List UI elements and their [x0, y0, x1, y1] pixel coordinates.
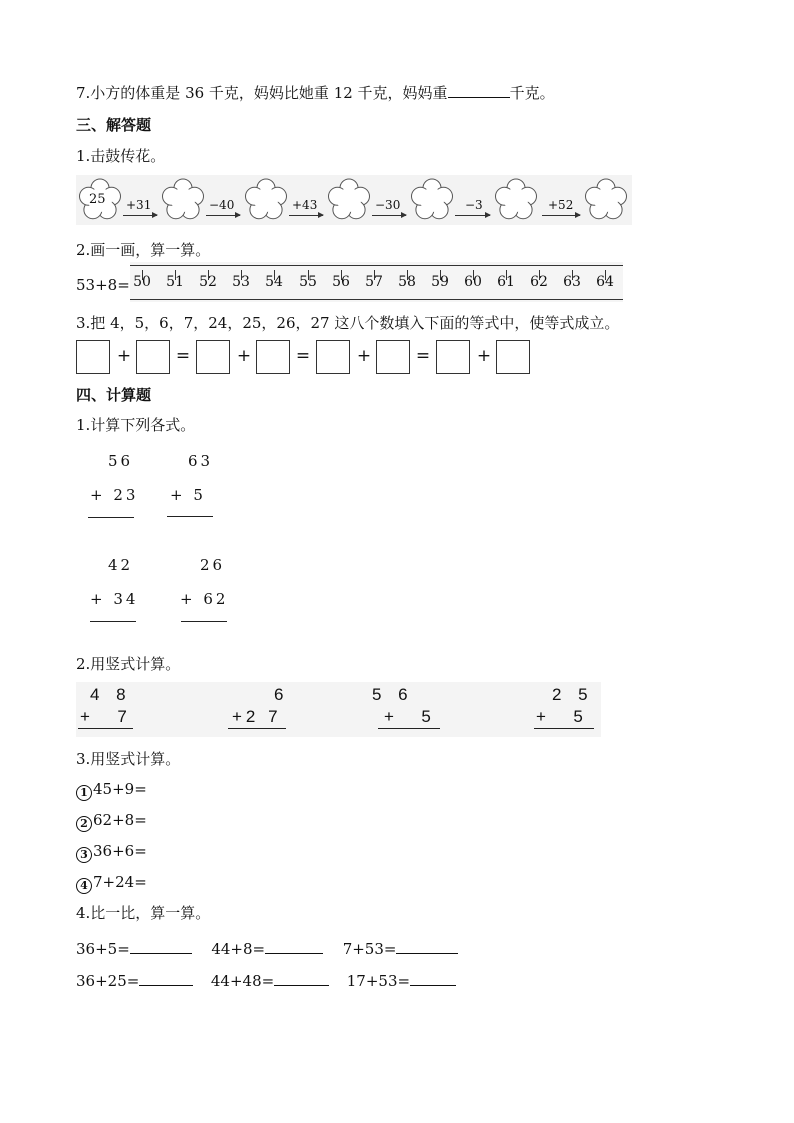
draw-expression: 53+8=: [76, 276, 130, 294]
number-line-label: 53: [232, 274, 250, 290]
arrow-icon: [289, 215, 323, 216]
operation-label: +52: [548, 198, 574, 212]
flower-icon[interactable]: [586, 179, 627, 219]
number-line-label: 64: [596, 274, 614, 290]
calc3-item: [76, 810, 147, 832]
operation-label: −3: [465, 198, 483, 212]
calc2-title: 2.用竖式计算。: [76, 655, 181, 673]
calc4-expression: 44+8=: [211, 940, 266, 958]
addend-top: 63: [188, 452, 214, 470]
calc4-expression: 17+53=: [346, 972, 411, 990]
answer-blank[interactable]: [130, 939, 192, 954]
number-line-bottom-rule: [130, 299, 623, 300]
sum-line: [534, 728, 594, 729]
addend-top: 56: [108, 452, 134, 470]
number-line-label: 50: [133, 274, 151, 290]
addend-top: 26: [200, 556, 226, 574]
calc4-expression: 7+53=: [342, 940, 397, 958]
flower-start-value: 25: [89, 192, 106, 207]
operation-label: +43: [292, 198, 318, 212]
equals-sign: =: [295, 346, 311, 366]
calc4-row: [76, 939, 458, 959]
addend-bottom: + 34: [90, 590, 139, 608]
answer-blank[interactable]: [410, 971, 456, 986]
calc4-expression: 44+48=: [210, 972, 275, 990]
item-number-badge: 4: [76, 878, 92, 894]
addend-bottom: +2 7: [232, 707, 282, 726]
calc3-item: [76, 841, 147, 863]
calc3-expression: 36+6=: [93, 842, 147, 860]
answer-box[interactable]: [76, 340, 110, 374]
arrow-icon: [542, 215, 580, 216]
addend-top: 4 8: [90, 685, 132, 704]
addend-bottom: + 23: [90, 486, 139, 504]
number-line-top-rule: [130, 265, 623, 266]
answer-box[interactable]: [196, 340, 230, 374]
plus-sign: +: [356, 346, 372, 366]
number-line-label: 63: [563, 274, 581, 290]
answer-box[interactable]: [436, 340, 470, 374]
sum-line: [181, 621, 227, 622]
flower-icon[interactable]: [496, 179, 537, 219]
flower-icon[interactable]: [329, 179, 370, 219]
answer-box[interactable]: [496, 340, 530, 374]
number-line-label: 59: [431, 274, 449, 290]
answer-box[interactable]: [316, 340, 350, 374]
operation-label: −40: [209, 198, 235, 212]
number-line-label: 60: [464, 274, 482, 290]
calc4-row: [76, 971, 456, 991]
plus-sign: +: [476, 346, 492, 366]
item-number-badge: 3: [76, 847, 92, 863]
addend-bottom: + 62: [180, 590, 229, 608]
number-line-label: 52: [199, 274, 217, 290]
calc3-expression: 62+8=: [93, 811, 147, 829]
addend-bottom: + 5: [170, 486, 206, 504]
calc4-expression: 36+25=: [76, 972, 140, 990]
item-number-badge: 1: [76, 785, 92, 801]
calc4-expression: 36+5=: [76, 940, 130, 958]
equals-sign: =: [175, 346, 191, 366]
addend-bottom: + 5: [536, 707, 589, 726]
arrow-icon: [206, 215, 240, 216]
question-7-text: 7.小方的体重是 36 千克，妈妈比她重 12 千克，妈妈重: [76, 84, 448, 102]
answer-box[interactable]: [136, 340, 170, 374]
addend-top: 2 5: [552, 685, 594, 704]
addend-top: 6: [274, 685, 284, 704]
question-7-unit: 千克。: [509, 84, 555, 102]
number-line-label: 57: [365, 274, 383, 290]
drum-title: 1.击鼓传花。: [76, 147, 166, 165]
answer-blank[interactable]: [396, 939, 458, 954]
arrow-icon: [123, 215, 157, 216]
number-line-label: 62: [530, 274, 548, 290]
section-4-heading: 四、计算题: [76, 386, 152, 404]
answer-blank[interactable]: [448, 83, 510, 98]
flower-icon[interactable]: [163, 179, 204, 219]
number-line-label: 54: [265, 274, 283, 290]
flower-icon[interactable]: [246, 179, 287, 219]
calc3-item: [76, 779, 147, 801]
section-3-heading: 三、解答题: [76, 116, 152, 134]
fill-title: 3.把 4，5，6，7，24，25，26，27 这八个数填入下面的等式中，使等式成立。: [76, 314, 620, 332]
plus-sign: +: [116, 346, 132, 366]
arrow-icon: [455, 215, 490, 216]
calc4-title: 4.比一比，算一算。: [76, 904, 211, 922]
calc3-expression: 45+9=: [93, 780, 147, 798]
answer-blank[interactable]: [265, 939, 323, 954]
draw-title: 2.画一画，算一算。: [76, 241, 211, 259]
number-line-label: 51: [166, 274, 184, 290]
answer-box[interactable]: [376, 340, 410, 374]
plus-sign: +: [236, 346, 252, 366]
number-line[interactable]: [130, 262, 623, 302]
operation-label: −30: [375, 198, 401, 212]
sum-line: [90, 621, 136, 622]
number-line-label: 56: [332, 274, 350, 290]
answer-blank[interactable]: [274, 971, 329, 986]
calc3-item: [76, 872, 147, 894]
calc3-expression: 7+24=: [93, 873, 147, 891]
vertical-calc-strip: [76, 682, 601, 737]
arrow-icon: [372, 215, 406, 216]
addend-top: 42: [108, 556, 134, 574]
calc3-title: 3.用竖式计算。: [76, 750, 181, 768]
sum-line: [228, 728, 286, 729]
operation-label: +31: [126, 198, 152, 212]
answer-box[interactable]: [256, 340, 290, 374]
flower-icon[interactable]: [412, 179, 453, 219]
answer-blank[interactable]: [139, 971, 193, 986]
calc1-title: 1.计算下列各式。: [76, 416, 196, 434]
drum-flower-strip: [76, 175, 632, 225]
number-line-label: 58: [398, 274, 416, 290]
number-line-label: 55: [299, 274, 317, 290]
addend-bottom: + 7: [80, 707, 133, 726]
addend-bottom: + 5: [384, 707, 437, 726]
sum-line: [167, 516, 213, 517]
number-line-label: 61: [497, 274, 515, 290]
sum-line: [78, 728, 133, 729]
addend-top: 5 6: [372, 685, 414, 704]
item-number-badge: 2: [76, 816, 92, 832]
question-7: [76, 83, 555, 103]
sum-line: [378, 728, 440, 729]
sum-line: [88, 517, 134, 518]
equals-sign: =: [415, 346, 431, 366]
